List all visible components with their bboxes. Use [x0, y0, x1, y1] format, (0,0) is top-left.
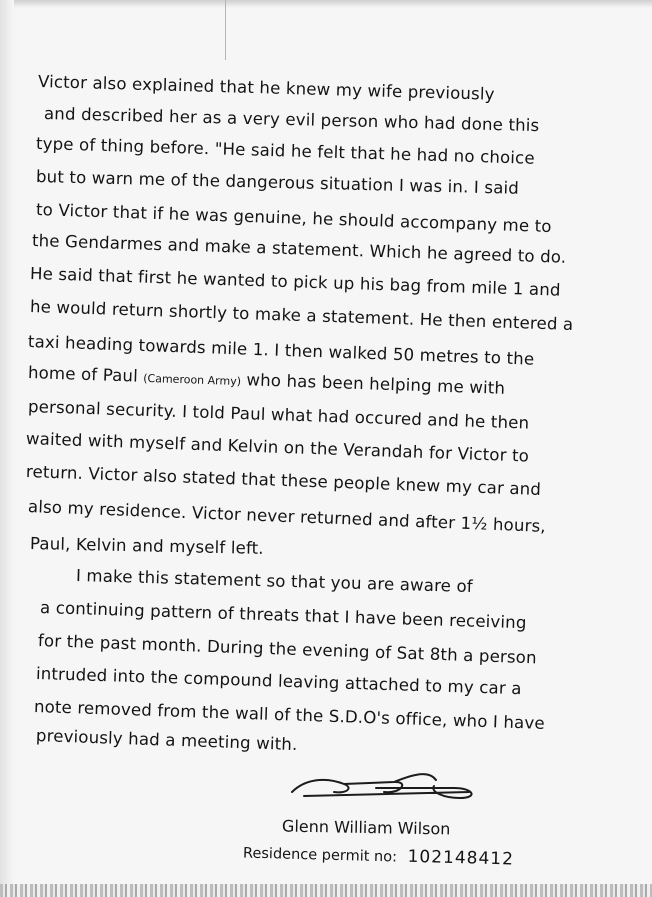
letter-line-7: He said that first he wanted to pick up his bag from mile 1 and: [29, 264, 561, 300]
letter-line-21: previously had a meeting with.: [35, 726, 298, 755]
scan-bottom-edge: [0, 884, 652, 897]
letter-line-16: I make this statement so that you are aware of: [75, 566, 474, 597]
letter-line-19: intruded into the compound leaving attached to my car a: [35, 664, 522, 699]
scan-left-edge: [0, 0, 14, 897]
letter-line-15: Paul, Kelvin and myself left.: [29, 534, 264, 558]
letter-line-20: note removed from the wall of the S.D.O's office, who I have: [33, 697, 546, 733]
letter-line-18: for the past month. During the evening of Sat 8th a person: [37, 631, 538, 668]
letter-line-13: return. Victor also stated that these people knew my car and: [25, 462, 542, 499]
letter-line-10-end: who has been helping me with: [246, 370, 506, 398]
letter-line-10: [28, 363, 506, 398]
signatory-name: Glenn William Wilson: [281, 816, 451, 839]
permit-label: Residence permit no:: [242, 845, 398, 866]
permit-number: 102148412: [407, 846, 515, 870]
cameroon-army-note: (Cameroon Army): [143, 371, 242, 389]
letter-line-3: type of thing before. "He said he felt that he had no choice: [35, 134, 535, 168]
letter-line-2: and described her as a very evil person who had done this: [43, 104, 540, 136]
handwritten-signature: [284, 762, 484, 806]
residence-permit: [243, 842, 514, 869]
letter-line-10-start: home of Paul: [27, 363, 139, 386]
letter-line-11: personal security. I told Paul what had occured and he then: [27, 397, 530, 433]
letter-line-4: but to warn me of the dangerous situation I was in. I said: [35, 167, 520, 198]
letter-line-6: the Gendarmes and make a statement. Which he agreed to do.: [31, 231, 567, 267]
letter-line-14: also my residence. Victor never returned and after 1½ hours,: [27, 497, 547, 536]
letter-line-12: waited with myself and Kelvin on the Verandah for Victor to: [25, 429, 530, 466]
paper-fold-mark: [225, 0, 226, 60]
letter-line-5: to Victor that if he was genuine, he should accompany me to: [35, 200, 552, 237]
letter-line-17: a continuing pattern of threats that I have been receiving: [39, 598, 527, 633]
scan-top-edge: [0, 0, 652, 8]
letter-line-9: taxi heading towards mile 1. I then walked 50 metres to the: [27, 332, 535, 369]
letter-line-1: Victor also explained that he knew my wife previously: [37, 72, 495, 104]
letter-line-8: he would return shortly to make a statement. He then entered a: [29, 297, 574, 335]
